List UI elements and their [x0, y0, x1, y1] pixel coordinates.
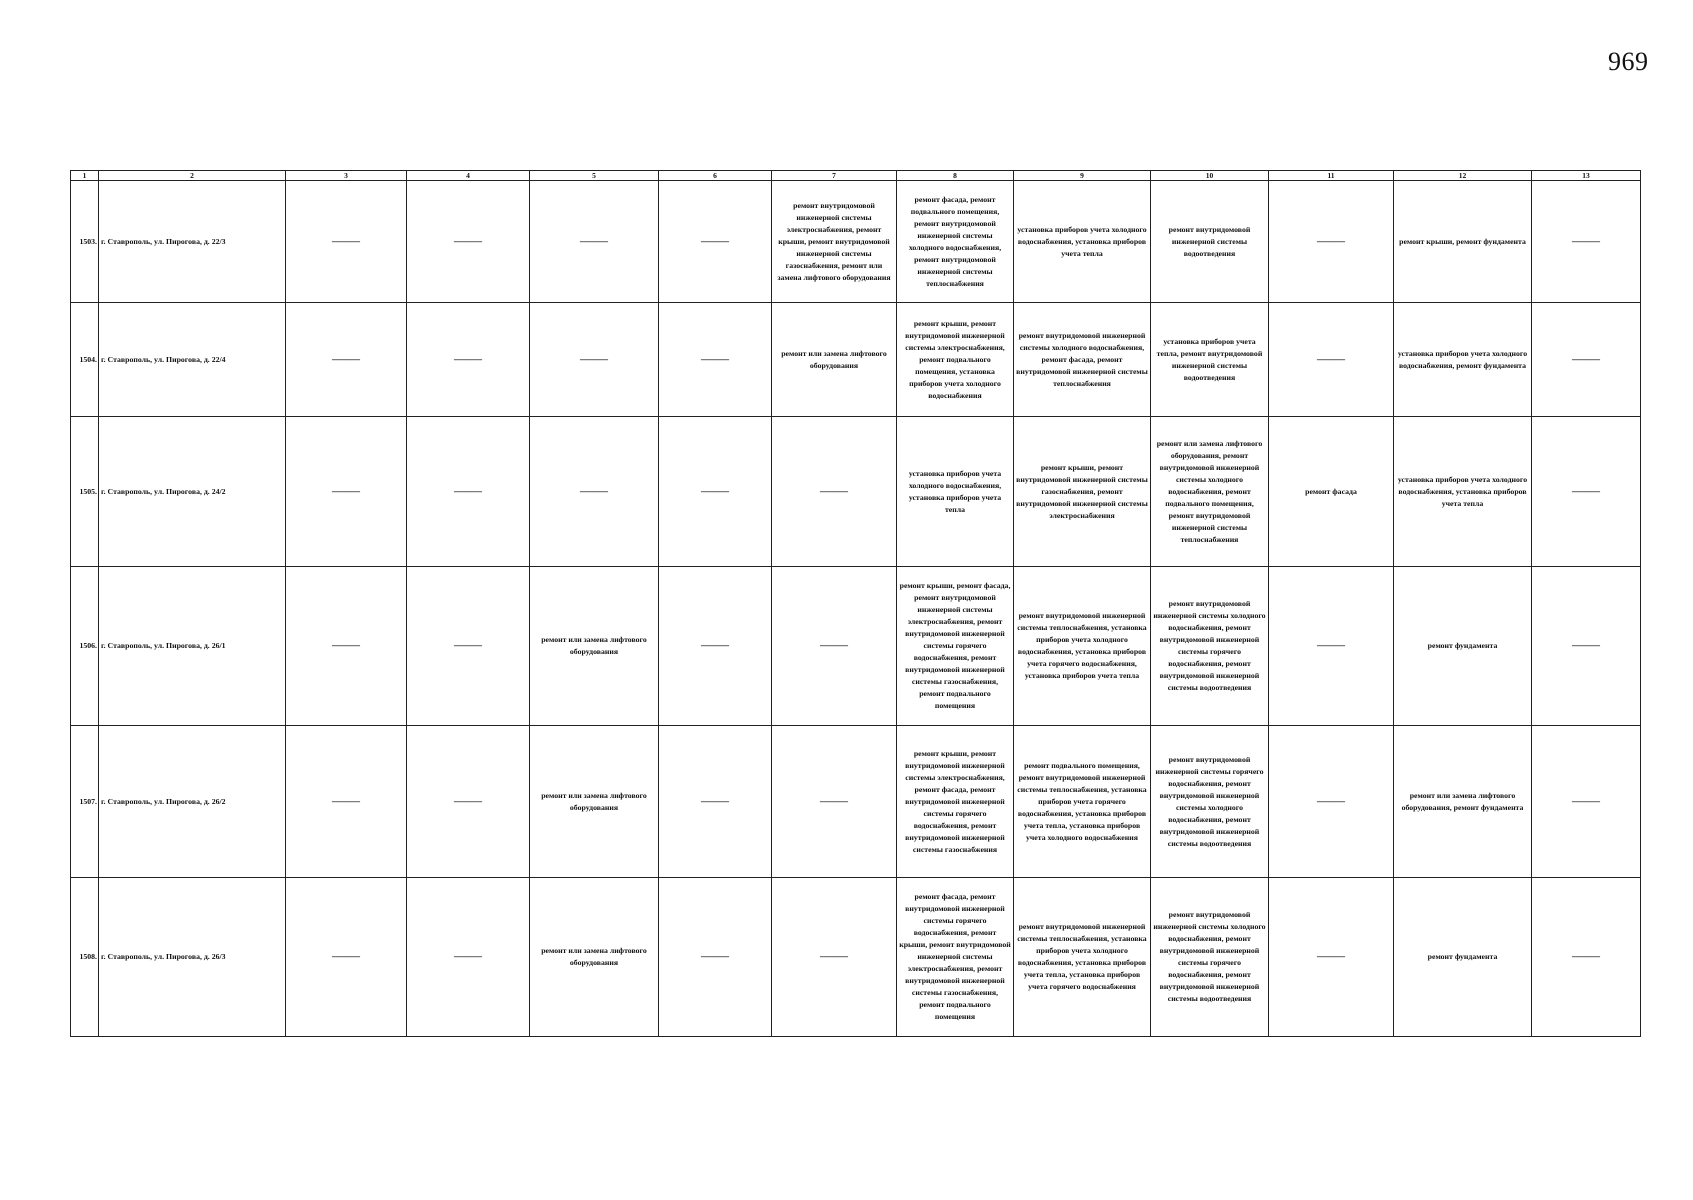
cell-col9: ремонт подвального помещения, ремонт внутридомовой инженерной системы теплоснабжения, установка приборов учета горячего водоснабжения, установка приборов учета тепла, установка приборов учета холодного водоснабжения — [1014, 726, 1151, 878]
repair-schedule-table — [70, 170, 1641, 1037]
cell-col4: —— — [407, 303, 530, 417]
cell-col10: ремонт внутридомовой инженерной системы холодного водоснабжения, ремонт внутридомовой инженерной системы горячего водоснабжения, ремонт внутридомовой инженерной системы водоотведения — [1151, 878, 1269, 1037]
cell-col5: —— — [530, 181, 659, 303]
cell-col3: —— — [286, 726, 407, 878]
cell-col6: —— — [659, 417, 772, 567]
cell-col4: —— — [407, 878, 530, 1037]
cell-col7: —— — [772, 417, 897, 567]
column-header: 1 — [71, 171, 99, 181]
table-row — [71, 417, 1641, 567]
cell-col9: ремонт внутридомовой инженерной системы теплоснабжения, установка приборов учета холодного водоснабжения, установка приборов учета горячего водоснабжения, установка приборов учета тепла — [1014, 567, 1151, 726]
table-row — [71, 878, 1641, 1037]
cell-col8: ремонт фасада, ремонт внутридомовой инженерной системы горячего водоснабжения, ремонт крыши, ремонт внутридомовой инженерной системы электроснабжения, ремонт внутридомовой инженерной системы газоснабжения, ремонт подвального помещения — [897, 878, 1014, 1037]
cell-col4: —— — [407, 417, 530, 567]
cell-col11: —— — [1269, 878, 1394, 1037]
table-row — [71, 303, 1641, 417]
address-cell: г. Ставрополь, ул. Пирогова, д. 24/2 — [99, 417, 286, 567]
cell-col11: —— — [1269, 567, 1394, 726]
cell-col7: —— — [772, 726, 897, 878]
table-row — [71, 567, 1641, 726]
cell-col6: —— — [659, 726, 772, 878]
cell-col9: ремонт крыши, ремонт внутридомовой инженерной системы газоснабжения, ремонт внутридомовой инженерной системы электроснабжения — [1014, 417, 1151, 567]
cell-col7: ремонт или замена лифтового оборудования — [772, 303, 897, 417]
column-header: 12 — [1394, 171, 1532, 181]
column-header: 4 — [407, 171, 530, 181]
column-header: 13 — [1532, 171, 1641, 181]
cell-col9: установка приборов учета холодного водоснабжения, установка приборов учета тепла — [1014, 181, 1151, 303]
cell-col13: —— — [1532, 726, 1641, 878]
cell-col13: —— — [1532, 417, 1641, 567]
page-number: 969 — [1608, 47, 1649, 76]
cell-col6: —— — [659, 303, 772, 417]
cell-col12: ремонт или замена лифтового оборудования, ремонт фундамента — [1394, 726, 1532, 878]
column-header: 3 — [286, 171, 407, 181]
cell-col9: ремонт внутридомовой инженерной системы холодного водоснабжения, ремонт фасада, ремонт внутридомовой инженерной системы теплоснабжения — [1014, 303, 1151, 417]
address-cell: г. Ставрополь, ул. Пирогова, д. 22/4 — [99, 303, 286, 417]
row-number: 1503. — [71, 181, 99, 303]
column-header: 9 — [1014, 171, 1151, 181]
cell-col10: ремонт внутридомовой инженерной системы горячего водоснабжения, ремонт внутридомовой инженерной системы холодного водоснабжения, ремонт внутридомовой инженерной системы водоотведения — [1151, 726, 1269, 878]
table-row — [71, 726, 1641, 878]
address-cell: г. Ставрополь, ул. Пирогова, д. 26/2 — [99, 726, 286, 878]
cell-col8: ремонт фасада, ремонт подвального помещения, ремонт внутридомовой инженерной системы холодного водоснабжения, ремонт внутридомовой инженерной системы теплоснабжения — [897, 181, 1014, 303]
cell-col11: —— — [1269, 181, 1394, 303]
cell-col10: ремонт внутридомовой инженерной системы холодного водоснабжения, ремонт внутридомовой инженерной системы горячего водоснабжения, ремонт внутридомовой инженерной системы водоотведения — [1151, 567, 1269, 726]
cell-col5: —— — [530, 303, 659, 417]
cell-col12: установка приборов учета холодного водоснабжения, ремонт фундамента — [1394, 303, 1532, 417]
column-header: 2 — [99, 171, 286, 181]
cell-col8: установка приборов учета холодного водоснабжения, установка приборов учета тепла — [897, 417, 1014, 567]
cell-col11: —— — [1269, 726, 1394, 878]
column-header: 7 — [772, 171, 897, 181]
cell-col6: —— — [659, 181, 772, 303]
cell-col4: —— — [407, 726, 530, 878]
cell-col12: ремонт фундамента — [1394, 567, 1532, 726]
column-header: 10 — [1151, 171, 1269, 181]
cell-col7: ремонт внутридомовой инженерной системы электроснабжения, ремонт крыши, ремонт внутридомовой инженерной системы газоснабжения, ремонт или замена лифтового оборудования — [772, 181, 897, 303]
address-cell: г. Ставрополь, ул. Пирогова, д. 26/3 — [99, 878, 286, 1037]
row-number: 1506. — [71, 567, 99, 726]
row-number: 1505. — [71, 417, 99, 567]
address-cell: г. Ставрополь, ул. Пирогова, д. 22/3 — [99, 181, 286, 303]
cell-col12: ремонт фундамента — [1394, 878, 1532, 1037]
column-header: 6 — [659, 171, 772, 181]
column-number-header — [71, 171, 1641, 181]
cell-col3: —— — [286, 303, 407, 417]
cell-col11: ремонт фасада — [1269, 417, 1394, 567]
row-number: 1504. — [71, 303, 99, 417]
column-header: 5 — [530, 171, 659, 181]
cell-col13: —— — [1532, 567, 1641, 726]
cell-col4: —— — [407, 567, 530, 726]
cell-col6: —— — [659, 567, 772, 726]
cell-col5: —— — [530, 417, 659, 567]
cell-col9: ремонт внутридомовой инженерной системы теплоснабжения, установка приборов учета холодного водоснабжения, установка приборов учета тепла, установка приборов учета горячего водоснабжения — [1014, 878, 1151, 1037]
cell-col12: установка приборов учета холодного водоснабжения, установка приборов учета тепла — [1394, 417, 1532, 567]
cell-col7: —— — [772, 567, 897, 726]
cell-col13: —— — [1532, 303, 1641, 417]
column-header: 8 — [897, 171, 1014, 181]
cell-col5: ремонт или замена лифтового оборудования — [530, 726, 659, 878]
row-number: 1508. — [71, 878, 99, 1037]
cell-col3: —— — [286, 878, 407, 1037]
cell-col4: —— — [407, 181, 530, 303]
cell-col3: —— — [286, 181, 407, 303]
cell-col10: установка приборов учета тепла, ремонт внутридомовой инженерной системы водоотведения — [1151, 303, 1269, 417]
cell-col7: —— — [772, 878, 897, 1037]
cell-col8: ремонт крыши, ремонт внутридомовой инженерной системы электроснабжения, ремонт фасада, ремонт внутридомовой инженерной системы горячего водоснабжения, ремонт внутридомовой инженерной системы газоснабжения — [897, 726, 1014, 878]
cell-col5: ремонт или замена лифтового оборудования — [530, 567, 659, 726]
header-row — [71, 171, 1641, 181]
column-header: 11 — [1269, 171, 1394, 181]
address-cell: г. Ставрополь, ул. Пирогова, д. 26/1 — [99, 567, 286, 726]
cell-col10: ремонт или замена лифтового оборудования, ремонт внутридомовой инженерной системы холодного водоснабжения, ремонт подвального помещения, ремонт внутридомовой инженерной системы теплоснабжения — [1151, 417, 1269, 567]
row-number: 1507. — [71, 726, 99, 878]
cell-col6: —— — [659, 878, 772, 1037]
cell-col3: —— — [286, 567, 407, 726]
cell-col13: —— — [1532, 181, 1641, 303]
cell-col11: —— — [1269, 303, 1394, 417]
table-row — [71, 181, 1641, 303]
cell-col13: —— — [1532, 878, 1641, 1037]
cell-col3: —— — [286, 417, 407, 567]
cell-col5: ремонт или замена лифтового оборудования — [530, 878, 659, 1037]
cell-col12: ремонт крыши, ремонт фундамента — [1394, 181, 1532, 303]
cell-col8: ремонт крыши, ремонт внутридомовой инженерной системы электроснабжения, ремонт подвального помещения, установка приборов учета холодного водоснабжения — [897, 303, 1014, 417]
cell-col8: ремонт крыши, ремонт фасада, ремонт внутридомовой инженерной системы электроснабжения, ремонт внутридомовой инженерной системы горячего водоснабжения, ремонт внутридомовой инженерной системы газоснабжения, ремонт подвального помещения — [897, 567, 1014, 726]
cell-col10: ремонт внутридомовой инженерной системы водоотведения — [1151, 181, 1269, 303]
